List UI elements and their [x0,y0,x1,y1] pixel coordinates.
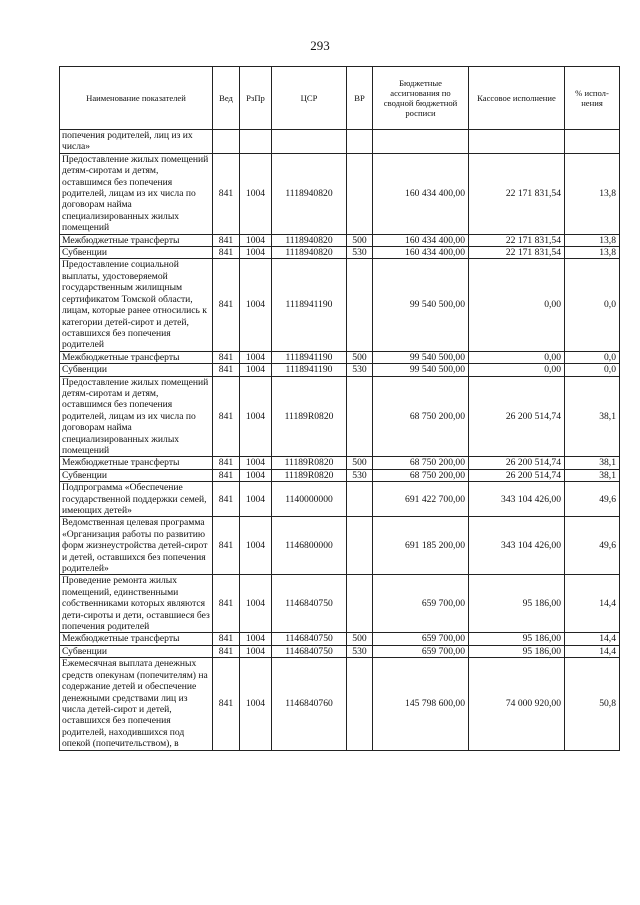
cell-vr: 530 [347,364,373,376]
cell-pct: 49,6 [565,482,620,517]
cell-vr [347,658,373,750]
cell-name: Проведение ремонта жилых помещений, единственными собственниками которых являются дети-сироты и дети, оставшиеся без попечения родителей [60,575,213,633]
table-row [60,259,620,351]
cell-vr: 500 [347,234,373,246]
table-header-row [60,67,620,130]
cell-csr: 1118940820 [272,247,347,259]
cell-ved: 841 [213,633,240,645]
cell-pct: 38,1 [565,376,620,457]
cell-csr: 1118941190 [272,364,347,376]
cell-pct: 13,8 [565,153,620,234]
cell-vr [347,517,373,575]
cell-fact: 26 200 514,74 [469,457,565,469]
cell-rzpr: 1004 [240,658,272,750]
cell-ved: 841 [213,234,240,246]
cell-plan: 145 798 600,00 [373,658,469,750]
cell-name: попечения родителей, лиц из их числа» [60,130,213,154]
cell-rzpr: 1004 [240,247,272,259]
cell-csr: 1140000000 [272,482,347,517]
cell-ved: 841 [213,153,240,234]
cell-rzpr: 1004 [240,575,272,633]
cell-rzpr: 1004 [240,376,272,457]
cell-vr: 500 [347,457,373,469]
cell-ved: 841 [213,517,240,575]
cell-csr: 11189R0820 [272,469,347,481]
cell-fact: 22 171 831,54 [469,153,565,234]
cell-rzpr: 1004 [240,364,272,376]
table-row [60,247,620,259]
column-header-name: Наименование показателей [60,67,213,130]
table-row [60,153,620,234]
cell-name: Подпрограмма «Обеспечение государственной поддержки семей, имеющих детей» [60,482,213,517]
cell-name: Предоставление социальной выплаты, удостоверяемой государственным жилищным сертификатом Томской области, лицам, которые ранее относились к категории детей-сирот и детей, оставшихся без попечения родителей [60,259,213,351]
cell-rzpr: 1004 [240,234,272,246]
cell-vr [347,482,373,517]
cell-fact: 0,00 [469,259,565,351]
cell-csr: 11189R0820 [272,457,347,469]
cell-csr: 1146840760 [272,658,347,750]
cell-name: Субвенции [60,364,213,376]
cell-ved: 841 [213,457,240,469]
cell-pct: 13,8 [565,234,620,246]
cell-csr: 1146840750 [272,633,347,645]
cell-ved: 841 [213,658,240,750]
column-header-plan: Бюджетные ассигнования по сводной бюджетной росписи [373,67,469,130]
cell-name: Межбюджетные трансферты [60,351,213,363]
cell-name: Межбюджетные трансферты [60,457,213,469]
cell-csr: 1146840750 [272,645,347,657]
cell-plan: 659 700,00 [373,575,469,633]
table-row [60,376,620,457]
table-row [60,633,620,645]
cell-ved: 841 [213,351,240,363]
cell-plan: 99 540 500,00 [373,364,469,376]
cell-pct: 14,4 [565,575,620,633]
cell-fact: 22 171 831,54 [469,234,565,246]
cell-rzpr: 1004 [240,259,272,351]
cell-name: Межбюджетные трансферты [60,633,213,645]
table-row [60,517,620,575]
cell-fact: 95 186,00 [469,645,565,657]
cell-ved: 841 [213,645,240,657]
cell-plan: 68 750 200,00 [373,376,469,457]
cell-plan: 68 750 200,00 [373,469,469,481]
cell-csr [272,130,347,154]
cell-csr: 1146840750 [272,575,347,633]
cell-pct: 0,0 [565,351,620,363]
cell-rzpr: 1004 [240,645,272,657]
cell-csr: 1118940820 [272,234,347,246]
column-header-fact: Кассовое исполнение [469,67,565,130]
cell-vr: 500 [347,351,373,363]
cell-fact: 74 000 920,00 [469,658,565,750]
cell-plan: 160 434 400,00 [373,153,469,234]
cell-ved: 841 [213,482,240,517]
cell-pct: 14,4 [565,645,620,657]
cell-plan: 659 700,00 [373,645,469,657]
cell-ved: 841 [213,575,240,633]
cell-pct: 38,1 [565,469,620,481]
cell-pct [565,130,620,154]
table-row [60,351,620,363]
cell-ved: 841 [213,259,240,351]
table-row [60,130,620,154]
cell-fact: 95 186,00 [469,633,565,645]
cell-vr [347,153,373,234]
cell-name: Межбюджетные трансферты [60,234,213,246]
cell-plan: 160 434 400,00 [373,234,469,246]
cell-plan: 99 540 500,00 [373,259,469,351]
column-header-rzpr: РзПр [240,67,272,130]
cell-csr: 1146800000 [272,517,347,575]
cell-vr: 530 [347,469,373,481]
cell-plan: 691 422 700,00 [373,482,469,517]
cell-vr [347,130,373,154]
cell-name: Субвенции [60,469,213,481]
cell-fact: 0,00 [469,351,565,363]
cell-name: Предоставление жилых помещений детям-сиротам и детям, оставшимся без попечения родителей, лицам из их числа по договорам найма специализированных жилых помещений [60,376,213,457]
cell-name: Ежемесячная выплата денежных средств опекунам (попечителям) на содержание детей и обеспечение денежными средствами лиц из числа детей-сирот и детей, оставшихся без попечения родителей, находившихся под опекой (попечительством), в [60,658,213,750]
cell-fact: 95 186,00 [469,575,565,633]
cell-ved: 841 [213,247,240,259]
cell-ved: 841 [213,469,240,481]
cell-fact: 343 104 426,00 [469,482,565,517]
cell-fact: 26 200 514,74 [469,376,565,457]
cell-fact: 22 171 831,54 [469,247,565,259]
table-row [60,364,620,376]
cell-rzpr: 1004 [240,153,272,234]
page-number: 293 [310,38,330,53]
table-row [60,482,620,517]
table-row [60,658,620,750]
cell-pct: 0,0 [565,259,620,351]
cell-plan: 160 434 400,00 [373,247,469,259]
cell-pct: 13,8 [565,247,620,259]
cell-pct: 49,6 [565,517,620,575]
cell-plan: 99 540 500,00 [373,351,469,363]
cell-pct: 0,0 [565,364,620,376]
cell-name: Ведомственная целевая программа «Организация работы по развитию форм жизнеустройства детей-сирот и детей, оставшихся без попечения родителей» [60,517,213,575]
cell-vr [347,259,373,351]
cell-rzpr: 1004 [240,633,272,645]
cell-rzpr: 1004 [240,517,272,575]
cell-plan [373,130,469,154]
cell-fact: 26 200 514,74 [469,469,565,481]
cell-ved: 841 [213,364,240,376]
cell-rzpr: 1004 [240,457,272,469]
cell-name: Субвенции [60,247,213,259]
table-row [60,234,620,246]
cell-plan: 68 750 200,00 [373,457,469,469]
cell-name: Субвенции [60,645,213,657]
cell-plan: 691 185 200,00 [373,517,469,575]
cell-plan: 659 700,00 [373,633,469,645]
cell-vr: 530 [347,645,373,657]
cell-ved [213,130,240,154]
cell-fact: 0,00 [469,364,565,376]
cell-pct: 14,4 [565,633,620,645]
cell-csr: 1118940820 [272,153,347,234]
cell-fact [469,130,565,154]
cell-rzpr: 1004 [240,469,272,481]
cell-fact: 343 104 426,00 [469,517,565,575]
cell-vr: 500 [347,633,373,645]
budget-table [59,66,620,751]
cell-csr: 11189R0820 [272,376,347,457]
column-header-percent: % испол-нения [565,67,620,130]
cell-vr [347,575,373,633]
column-header-ved: Вед [213,67,240,130]
cell-ved: 841 [213,376,240,457]
column-header-vr: ВР [347,67,373,130]
cell-rzpr [240,130,272,154]
table-row [60,469,620,481]
cell-csr: 1118941190 [272,259,347,351]
cell-pct: 38,1 [565,457,620,469]
cell-name: Предоставление жилых помещений детям-сиротам и детям, оставшимся без попечения родителей, лицам из их числа по договорам найма специализированных жилых помещений [60,153,213,234]
table-row [60,645,620,657]
cell-csr: 1118941190 [272,351,347,363]
table-row [60,575,620,633]
table-row [60,457,620,469]
cell-vr: 530 [347,247,373,259]
column-header-csr: ЦСР [272,67,347,130]
cell-rzpr: 1004 [240,351,272,363]
cell-rzpr: 1004 [240,482,272,517]
cell-pct: 50,8 [565,658,620,750]
cell-vr [347,376,373,457]
